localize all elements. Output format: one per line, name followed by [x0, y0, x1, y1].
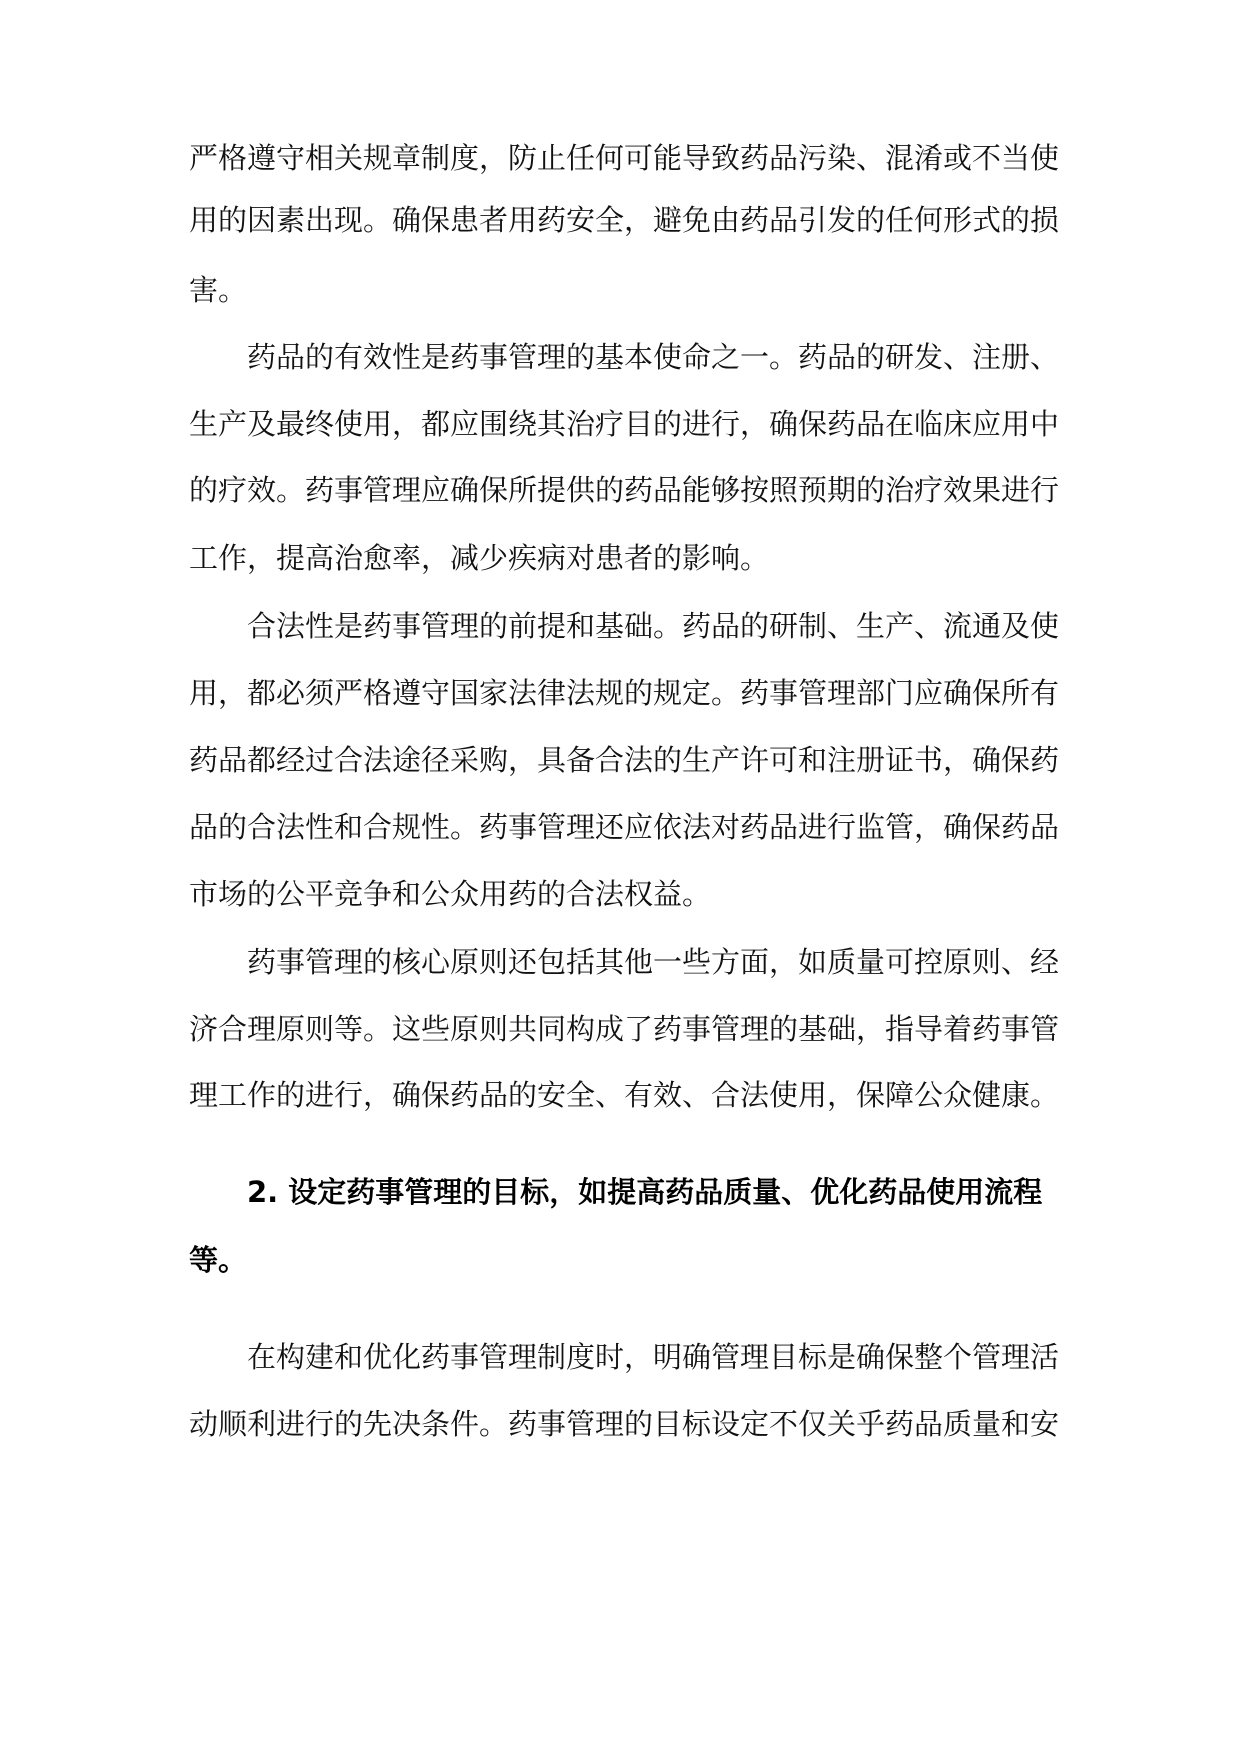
- paragraph-line: 生产及最终使用，都应围绕其治疗目的进行，确保药品在临床应用中: [189, 407, 1060, 441]
- paragraph-line: 药品的有效性是药事管理的基本使命之一。药品的研发、注册、: [247, 340, 1060, 374]
- paragraph-line: 用，都必须严格遵守国家法律法规的规定。药事管理部门应确保所有: [189, 676, 1060, 710]
- paragraph-line: 药品都经过合法途径采购，具备合法的生产许可和注册证书，确保药: [189, 743, 1060, 777]
- paragraph-line: 品的合法性和合规性。药事管理还应依法对药品进行监管，确保药品: [189, 810, 1060, 844]
- paragraph-line: 合法性是药事管理的前提和基础。药品的研制、生产、流通及使: [247, 609, 1060, 643]
- paragraph-line: 用的因素出现。确保患者用药安全，避免由药品引发的任何形式的损: [189, 203, 1060, 237]
- paragraph-line: 工作，提高治愈率，减少疾病对患者的影响。: [189, 541, 770, 575]
- paragraph-line: 济合理原则等。这些原则共同构成了药事管理的基础，指导着药事管: [189, 1012, 1060, 1046]
- paragraph-line: 的疗效。药事管理应确保所提供的药品能够按照预期的治疗效果进行: [189, 473, 1060, 507]
- paragraph-line: 市场的公平竞争和公众用药的合法权益。: [189, 877, 712, 911]
- paragraph-line: 害。: [189, 273, 248, 307]
- paragraph-line: 在构建和优化药事管理制度时，明确管理目标是确保整个管理活: [247, 1340, 1060, 1374]
- heading-line: 2. 设定药事管理的目标，如提高药品质量、优化药品使用流程: [247, 1175, 1043, 1209]
- heading-line: 等。: [189, 1243, 248, 1277]
- paragraph-line: 理工作的进行，确保药品的安全、有效、合法使用，保障公众健康。: [189, 1078, 1060, 1112]
- paragraph-line: 药事管理的核心原则还包括其他一些方面，如质量可控原则、经: [247, 945, 1060, 979]
- paragraph-line: 动顺利进行的先决条件。药事管理的目标设定不仅关乎药品质量和安: [189, 1407, 1060, 1441]
- paragraph-line: 严格遵守相关规章制度，防止任何可能导致药品污染、混淆或不当使: [189, 141, 1060, 175]
